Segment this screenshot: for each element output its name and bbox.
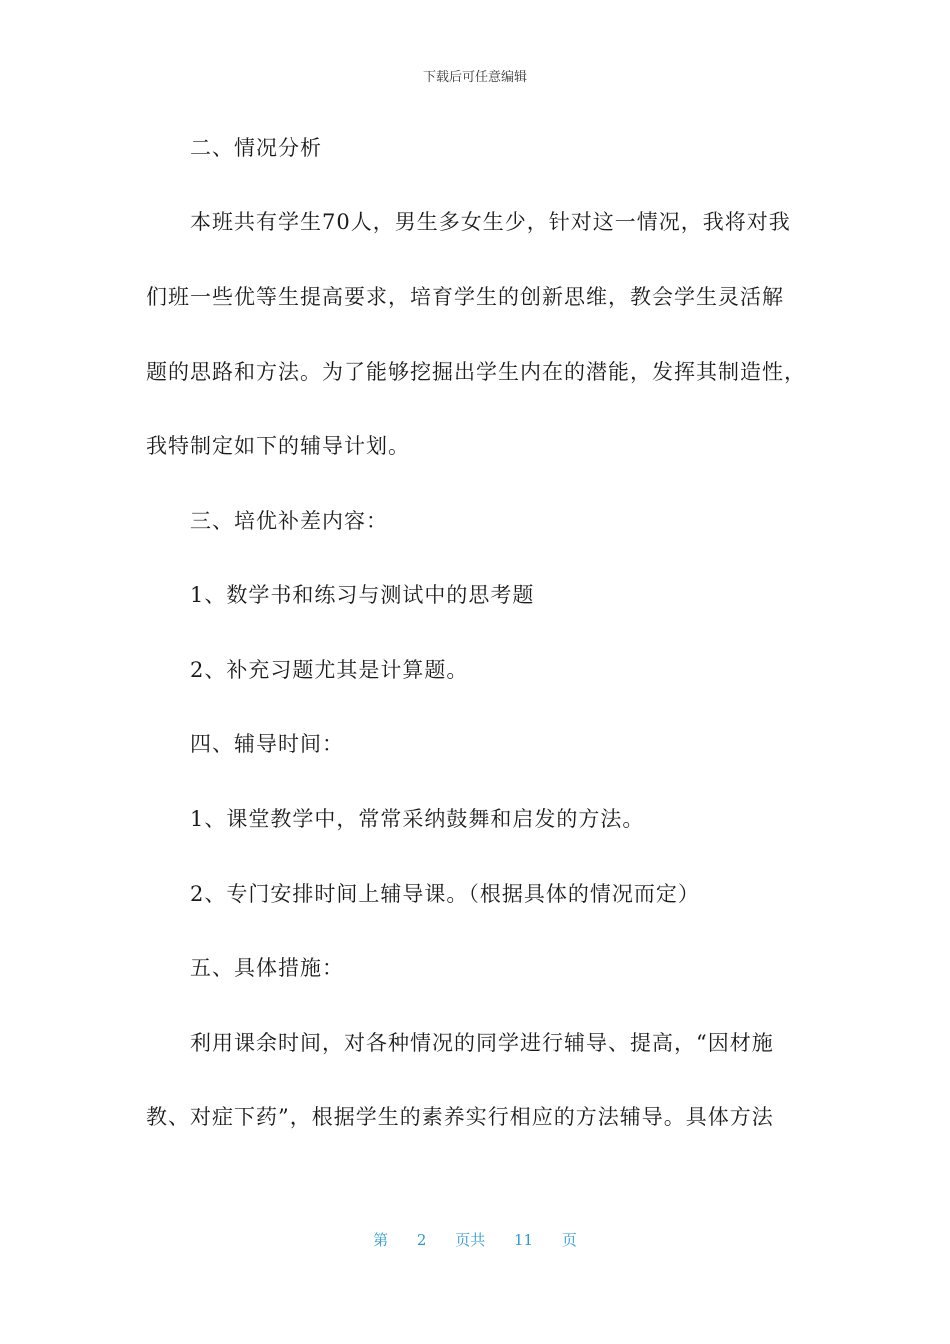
- list-item: 1、数学书和练习与测试中的思考题: [190, 583, 535, 607]
- paragraph-line: 们班一些优等生提高要求，培育学生的创新思维，教会学生灵活解: [146, 285, 784, 309]
- list-item: 2、补充习题尤其是计算题。: [190, 658, 469, 682]
- footer-middle: 页共: [455, 1231, 486, 1249]
- paragraph-line: 本班共有学生70人，男生多女生少，针对这一情况，我将对我: [190, 210, 791, 234]
- paragraph-line: 题的思路和方法。为了能够挖掘出学生内在的潜能，发挥其制造性，: [146, 360, 806, 384]
- section-heading: 四、辅导时间：: [190, 732, 344, 756]
- paragraph-line: 我特制定如下的辅导计划。: [146, 434, 410, 458]
- section-heading: 二、情况分析: [190, 136, 322, 160]
- page-footer: [0, 1229, 950, 1250]
- footer-suffix: 页: [561, 1231, 577, 1249]
- page-header: 下载后可任意编辑: [422, 70, 527, 85]
- paragraph-line: 利用课余时间，对各种情况的同学进行辅导、提高，“因材施: [190, 1031, 774, 1055]
- footer-prefix: 第: [373, 1231, 389, 1249]
- footer-total-pages: 11: [514, 1231, 534, 1249]
- list-item: 1、课堂教学中，常常采纳鼓舞和启发的方法。: [190, 807, 645, 831]
- section-heading: 三、培优补差内容：: [190, 509, 388, 533]
- section-heading: 五、具体措施：: [190, 956, 344, 980]
- paragraph-line: 教、对症下药”，根据学生的素养实行相应的方法辅导。具体方法: [146, 1105, 774, 1129]
- list-item: 2、专门安排时间上辅导课。（根据具体的情况而定）: [190, 882, 700, 906]
- footer-page-number: 2: [416, 1231, 427, 1249]
